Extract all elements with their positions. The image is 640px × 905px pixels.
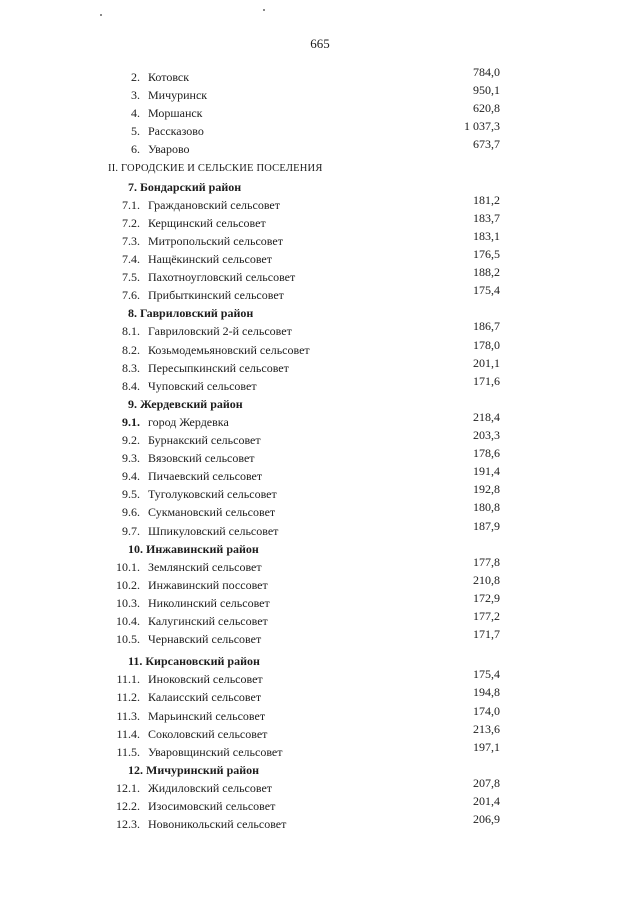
settlement-name: Граждановский сельсовет xyxy=(148,197,280,212)
row-value: 178,0 xyxy=(473,337,500,352)
row-number: 9.2. xyxy=(122,433,140,447)
row-value: 177,8 xyxy=(473,554,500,569)
table-row xyxy=(0,739,640,761)
table-row xyxy=(0,590,640,612)
row-value: 194,8 xyxy=(473,685,500,700)
row-number: 7.1. xyxy=(122,197,140,212)
row-number: 9.7. xyxy=(122,523,140,538)
table-row xyxy=(0,247,640,268)
row-value: 174,0 xyxy=(473,703,500,718)
row-number: 8.3. xyxy=(122,360,140,375)
district-heading: 9. Жердевский район xyxy=(128,396,243,411)
settlement-name: Соколовский сельсовет xyxy=(148,726,268,741)
table-row xyxy=(0,428,640,449)
row-number: 10.5. xyxy=(116,632,140,647)
table-row xyxy=(0,119,640,140)
table-row xyxy=(0,685,640,706)
settlement-name: Калугинский сельсовет xyxy=(148,614,268,628)
table-row xyxy=(0,464,640,485)
row-value: 181,2 xyxy=(473,192,500,207)
row-number: 3. xyxy=(131,88,140,103)
row-value: 1 037,3 xyxy=(464,119,500,134)
scan-speck xyxy=(100,14,102,16)
section-title: II. ГОРОДСКИЕ И СЕЛЬСКИЕ ПОСЕЛЕНИЯ xyxy=(108,162,323,174)
table-row xyxy=(0,283,640,304)
district-heading: 11. Кирсановский район xyxy=(128,654,260,669)
table-row xyxy=(0,518,640,540)
row-value: 784,0 xyxy=(473,65,500,79)
table-row xyxy=(0,775,640,797)
row-number: 12.2. xyxy=(116,799,140,813)
table-row xyxy=(0,319,640,340)
row-value: 172,9 xyxy=(473,590,500,605)
settlement-name: Бурнакский сельсовет xyxy=(148,433,261,447)
row-value: 175,4 xyxy=(473,283,500,298)
row-value: 183,7 xyxy=(473,210,500,225)
settlement-name: Котовск xyxy=(148,70,190,84)
settlement-name: Нащёкинский сельсовет xyxy=(148,252,272,266)
row-value: 186,7 xyxy=(473,319,500,334)
table-row xyxy=(0,554,640,576)
district-heading: 12. Мичуринский район xyxy=(128,762,260,777)
row-number: 2. xyxy=(131,70,140,84)
row-value: 210,8 xyxy=(473,572,500,587)
row-value: 171,7 xyxy=(473,627,500,642)
row-number: 12.1. xyxy=(116,780,140,795)
settlement-name: Иноковский сельсовет xyxy=(148,672,263,687)
settlement-name: Уварово xyxy=(148,142,190,157)
row-value: 175,4 xyxy=(473,667,500,682)
settlement-name: Землянский сельсовет xyxy=(148,559,262,574)
row-number: 8.2. xyxy=(122,342,140,357)
settlement-name: Козьмодемьяновский сельсовет xyxy=(148,342,310,357)
row-value: 180,8 xyxy=(473,500,500,515)
scan-speck xyxy=(263,9,265,11)
table-row xyxy=(0,265,640,286)
settlement-name: Моршанск xyxy=(148,106,203,121)
row-number: 11.2. xyxy=(116,690,140,705)
row-number: 9.6. xyxy=(122,505,140,520)
row-number: 9.5. xyxy=(122,487,140,502)
district-heading: 10. Инжавинский район xyxy=(128,541,259,556)
row-number: 11.4. xyxy=(116,726,140,741)
row-value: 218,4 xyxy=(473,409,500,424)
table-row xyxy=(0,355,640,377)
table-row xyxy=(0,83,640,104)
row-number: 9.1. xyxy=(122,414,140,429)
table-row xyxy=(0,667,640,688)
row-value: 213,6 xyxy=(473,721,500,736)
settlement-name: Сукмановский сельсовет xyxy=(148,505,276,520)
row-number: 8.1. xyxy=(122,324,140,339)
table-row xyxy=(0,337,640,359)
row-number: 7.5. xyxy=(122,270,140,285)
row-number: 7.4. xyxy=(122,252,140,266)
settlement-name: Керщинский сельсовет xyxy=(148,215,266,230)
row-number: 10.1. xyxy=(116,559,140,574)
table-row xyxy=(0,482,640,503)
settlement-name: Вязовский сельсовет xyxy=(148,451,255,466)
settlement-name: Шпикуловский сельсовет xyxy=(148,523,279,538)
table-row xyxy=(0,409,640,431)
row-value: 191,4 xyxy=(473,464,500,479)
table-row xyxy=(0,228,640,250)
row-value: 183,1 xyxy=(473,228,500,243)
settlement-name: Новоникольский сельсовет xyxy=(148,817,287,832)
settlement-name: город Жердевка xyxy=(148,414,229,429)
settlement-name: Чуповский сельсовет xyxy=(148,378,257,393)
table-row xyxy=(0,703,640,725)
table-row xyxy=(0,101,640,122)
row-value: 192,8 xyxy=(473,482,500,497)
row-number: 7.3. xyxy=(122,233,140,248)
row-value: 197,1 xyxy=(473,739,500,754)
settlement-name: Мичуринск xyxy=(148,88,208,103)
page-number: 665 xyxy=(310,36,330,51)
district-heading: 8. Гавриловский район xyxy=(128,306,254,321)
settlement-name: Пахотноугловский сельсовет xyxy=(148,270,296,285)
table-row xyxy=(0,572,640,594)
table-row xyxy=(0,210,640,232)
row-number: 6. xyxy=(131,142,140,157)
district-heading: 7. Бондарский район xyxy=(128,179,242,194)
row-number: 7.6. xyxy=(122,288,140,303)
table-row xyxy=(0,137,640,158)
row-value: 178,6 xyxy=(473,446,500,461)
settlement-name: Уваровщинский сельсовет xyxy=(148,744,283,759)
row-value: 206,9 xyxy=(473,812,500,827)
settlement-name: Рассказово xyxy=(148,124,204,139)
table-row xyxy=(0,500,640,521)
row-value: 950,1 xyxy=(473,83,500,98)
row-number: 12.3. xyxy=(116,817,140,832)
row-number: 9.3. xyxy=(122,451,140,466)
row-number: 5. xyxy=(131,124,140,139)
table-row xyxy=(0,446,640,467)
settlement-name: Прибыткинский сельсовет xyxy=(148,288,284,303)
settlement-name: Туголуковский сельсовет xyxy=(148,487,277,502)
row-value: 620,8 xyxy=(473,101,500,116)
row-number: 10.4. xyxy=(116,614,140,628)
table-row xyxy=(0,794,640,815)
settlement-name: Чернавский сельсовет xyxy=(148,632,262,647)
settlement-name: Пересыпкинский сельсовет xyxy=(148,360,289,375)
table-row xyxy=(0,609,640,630)
row-value: 176,5 xyxy=(473,247,500,261)
row-number: 11.3. xyxy=(116,708,140,723)
row-number: 8.4. xyxy=(122,378,140,393)
settlement-name: Пичаевский сельсовет xyxy=(148,469,263,484)
row-number: 7.2. xyxy=(122,215,140,230)
settlement-name: Гавриловский 2-й сельсовет xyxy=(148,324,292,339)
row-value: 201,1 xyxy=(473,355,500,370)
row-number: 11.1. xyxy=(116,672,140,687)
row-value: 673,7 xyxy=(473,137,500,152)
row-number: 9.4. xyxy=(122,469,140,484)
row-number: 10.3. xyxy=(116,595,140,610)
row-value: 177,2 xyxy=(473,609,500,623)
settlement-name: Жидиловский сельсовет xyxy=(148,780,273,795)
settlement-name: Марьинский сельсовет xyxy=(148,708,266,723)
row-value: 171,6 xyxy=(473,373,500,388)
settlement-name: Калаисский сельсовет xyxy=(148,690,262,705)
row-number: 10.2. xyxy=(116,577,140,592)
row-value: 203,3 xyxy=(473,428,500,442)
row-value: 188,2 xyxy=(473,265,500,280)
settlement-name: Инжавинский поссовет xyxy=(148,577,268,592)
table-row xyxy=(0,192,640,214)
table-row xyxy=(0,812,640,833)
row-number: 11.5. xyxy=(116,744,140,759)
row-value: 207,8 xyxy=(473,775,500,790)
settlement-name: Митропольский сельсовет xyxy=(148,233,283,248)
table-row xyxy=(0,721,640,743)
table-row xyxy=(0,65,640,86)
settlement-name: Изосимовский сельсовет xyxy=(148,799,276,813)
row-value: 201,4 xyxy=(473,794,500,808)
row-value: 187,9 xyxy=(473,518,500,533)
table-row xyxy=(0,627,640,648)
row-number: 4. xyxy=(131,106,140,121)
table-row xyxy=(0,373,640,395)
settlement-name: Николинский сельсовет xyxy=(148,595,270,610)
